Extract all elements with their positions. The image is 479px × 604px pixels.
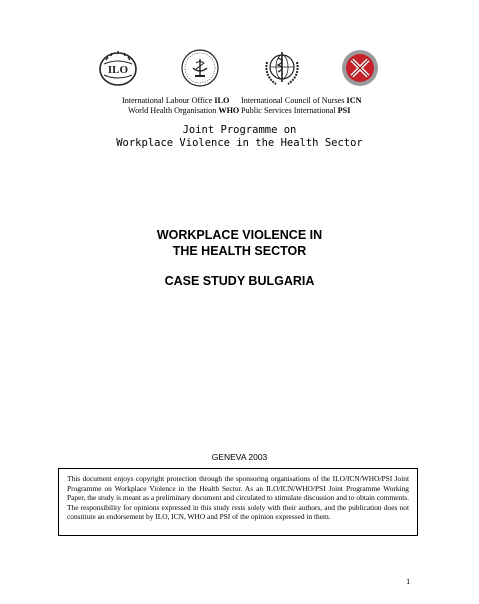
psi-logo xyxy=(340,48,380,88)
logo-row xyxy=(0,48,479,90)
programme-line-1: Joint Programme on xyxy=(182,124,297,136)
org-icn xyxy=(241,96,362,106)
icn-logo xyxy=(180,48,220,88)
org-icn-abbr: ICN xyxy=(346,96,362,105)
org-ilo xyxy=(122,96,229,106)
programme-line-2: Workplace Violence in the Health Sector xyxy=(116,137,363,149)
ilo-logo xyxy=(98,48,138,88)
place-date: GENEVA 2003 xyxy=(211,452,268,462)
disclaimer-text: This document enjoys copyright protection through the sponsoring organisations of the ILO/ICN/WHO/PSI Joint Programme on Workplace Violence in the Health Sector. As an ILO/ICN/WHO/PSI Joint Programme Working Paper, the study is meant as a preliminary document and circulated to stimulate discussion and to obtain comments. The responsibility for opinions expressed in this study rests solely with their authors, and the publication does not constitute an endorsement by ILO, ICN, WHO and PSI of the opinion expressed in them. xyxy=(67,474,409,522)
org-ilo-abbr: ILO xyxy=(214,96,230,105)
org-ilo-name: International Labour Office xyxy=(122,96,215,105)
org-psi-name: Public Services International xyxy=(241,106,338,115)
who-logo xyxy=(262,48,302,88)
ilo-logo-text: ILO xyxy=(107,64,129,76)
page-number: 1 xyxy=(406,576,411,586)
disclaimer-box xyxy=(58,468,418,536)
org-icn-name: International Council of Nurses xyxy=(241,96,347,105)
org-psi-abbr: PSI xyxy=(337,106,351,115)
title-line-1: WORKPLACE VIOLENCE IN xyxy=(156,228,323,242)
org-psi xyxy=(241,106,350,116)
case-study-subtitle: CASE STUDY BULGARIA xyxy=(164,274,315,288)
org-who-name: World Health Organisation xyxy=(128,106,219,115)
org-who-abbr: WHO xyxy=(218,106,240,115)
org-who xyxy=(128,106,239,116)
title-line-2: THE HEALTH SECTOR xyxy=(172,244,307,258)
